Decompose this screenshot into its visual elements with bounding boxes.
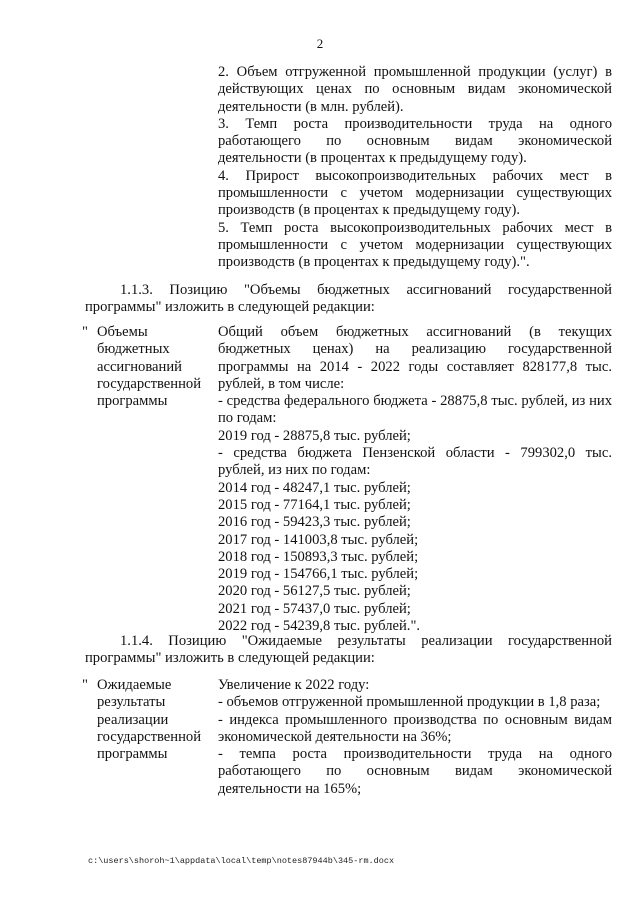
budget-regional-year: 2022 год - 54239,8 тыс. рублей.".	[218, 618, 421, 635]
results-label: Ожидаемые результаты реализации государственной программы	[97, 677, 202, 763]
section-1-1-4	[85, 633, 612, 668]
indicator-item: 2. Объем отгруженной промышленной продукции (услуг) в действующих ценах по основным видам экономической деятельности (в млн. рублей).	[218, 64, 612, 115]
budget-regional-year: 2018 год - 150893,3 тыс. рублей;	[218, 548, 419, 565]
page-number: 2	[316, 36, 324, 51]
indicator-item: 5. Темп роста высокопроизводительных рабочих мест в промышленности с учетом модернизации существующих производств (в процентах к предыдущему году).".	[218, 219, 612, 271]
section-1-1-4-text: 1.1.4. Позицию "Ожидаемые результаты реализации государственной программы" изложить в следующей редакции:	[85, 633, 612, 667]
budget-intro: Общий объем бюджетных ассигнований (в текущих бюджетных ценах) на реализацию государственной программы на 2014 - 2022 годы составляет 828177,8 тыс. рублей, в том числе:	[218, 324, 612, 392]
results-item: - индекса промышленного производства по основным видам экономической деятельности на 36%;	[218, 711, 612, 745]
budget-regional: - средства бюджета Пензенской области - 799302,0 тыс. рублей, из них по годам:	[218, 445, 612, 479]
budget-regional-year: 2015 год - 77164,1 тыс. рублей;	[218, 496, 411, 513]
budget-regional-year: 2016 год - 59423,3 тыс. рублей;	[218, 514, 411, 531]
budget-federal-year: 2019 год - 28875,8 тыс. рублей;	[218, 427, 411, 444]
budget-regional-year: 2020 год - 56127,5 тыс. рублей;	[218, 583, 411, 600]
budget-regional-year: 2014 год - 48247,1 тыс. рублей;	[218, 479, 411, 496]
indicator-item: 4. Прирост высокопроизводительных рабочих мест в промышленности с учетом модернизации существующих производств (в процентах к предыдущему году).	[218, 167, 612, 219]
indicators-list	[218, 64, 612, 272]
file-path-footer: c:\users\shoroh~1\appdata\local\temp\notes87944b\345-rm.docx	[88, 856, 395, 866]
budget-regional-year: 2021 год - 57437,0 тыс. рублей;	[218, 600, 411, 617]
indicator-item: 3. Темп роста производительности труда на одного работающего по основным видам экономической деятельности (в процентах к предыдущему году).	[218, 115, 612, 167]
budget-open-quote: "	[82, 324, 88, 340]
results-item: Увеличение к 2022 году:	[218, 677, 370, 693]
results-item: - объемов отгруженной промышленной продукции в 1,8 раза;	[218, 694, 601, 711]
budget-label: Объемы бюджетных ассигнований государственной программы	[97, 324, 202, 410]
budget-regional-year: 2019 год - 154766,1 тыс. рублей;	[218, 566, 419, 583]
budget-details	[218, 324, 612, 635]
results-open-quote: "	[82, 677, 88, 693]
results-details	[218, 677, 612, 798]
results-item: - темпа роста производительности труда на одного работающего по основным видам экономической деятельности на 165%;	[218, 746, 612, 797]
section-1-1-3-text: 1.1.3. Позицию "Объемы бюджетных ассигнований государственной программы" изложить в следующей редакции:	[85, 282, 612, 316]
section-1-1-3	[85, 282, 612, 317]
budget-federal: - средства федерального бюджета - 28875,8 тыс. рублей, из них по годам:	[218, 393, 612, 427]
budget-regional-year: 2017 год - 141003,8 тыс. рублей;	[218, 531, 419, 548]
